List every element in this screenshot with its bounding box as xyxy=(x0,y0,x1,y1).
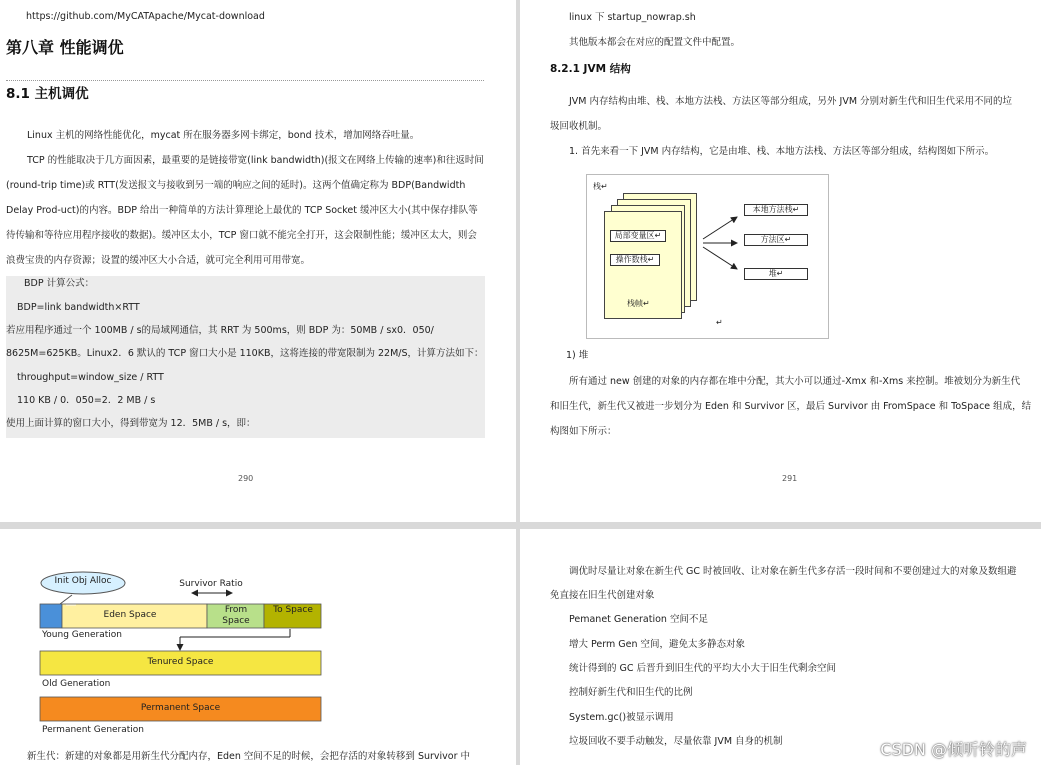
page-290 xyxy=(0,0,516,522)
chapter-title: 第八章 性能调优 xyxy=(6,38,124,57)
tuning-line: 控制好新生代和旧生代的比例 xyxy=(569,687,693,698)
from-space-label: From Space xyxy=(222,605,250,626)
page-gc-diagram xyxy=(0,529,516,765)
diagram-arrows xyxy=(587,175,828,338)
paragraph-line: 圾回收机制。 xyxy=(550,121,608,132)
native-method-stack-box: 本地方法栈↵ xyxy=(744,204,808,216)
paragraph-bond: Linux 主机的网络性能优化，mycat 所在服务器多网卡绑定，bond 技术，增加网络吞吐量。 xyxy=(27,130,420,141)
section-heading: 8.1 主机调优 xyxy=(6,86,89,102)
local-variables-box: 局部变量区↵ xyxy=(610,230,666,242)
tuning-line: 免直接在旧生代创建对象 xyxy=(550,590,655,601)
download-url[interactable]: https://github.com/MyCATApache/Mycat-download xyxy=(26,11,265,22)
tuning-line: Pemanet Generation 空间不足 xyxy=(569,614,708,625)
formula-line: 若应用程序通过一个 100MB / s的局域网通信，其 RRT 为 500ms，则 BDP 为：50MB / sx0．050/ xyxy=(6,325,434,336)
survivor-ratio-label: Survivor Ratio xyxy=(179,579,243,589)
permanent-generation-label: Permanent Generation xyxy=(42,725,145,735)
page-number: 290 xyxy=(238,474,254,483)
stack-frame-label: 栈帧↵ xyxy=(627,299,650,308)
heap-box: 堆↵ xyxy=(744,268,808,280)
paragraph-line: 所有通过 new 创建的对象的内存都在堆中分配，其大小可以通过-Xmx 和-Xms 来控制。堆被划分为新生代 xyxy=(569,376,1021,387)
tuning-line: 增大 Perm Gen 空间，避免太多静态对象 xyxy=(569,639,746,650)
section-divider xyxy=(6,80,484,81)
formula-line: 8625M=625KB。Linux2．6 默认的 TCP 窗口大小是 110KB，这将连接的带宽限制为 22M/S，计算方法如下： xyxy=(6,348,484,359)
formula-line: throughput=window_size / RTT xyxy=(17,372,164,383)
paragraph-line: Delay Prod-uct)的内容。BDP 给出一种简单的方法计算理论上最优的 TCP Socket 缓冲区大小(其中保存排队等 xyxy=(6,205,478,216)
young-generation-label: Young Generation xyxy=(42,630,122,640)
page-number: 291 xyxy=(782,474,798,483)
permanent-space-label: Permanent Space xyxy=(140,703,221,713)
config-line: 其他版本都会在对应的配置文件中配置。 xyxy=(569,37,741,48)
paragraph-line: 和旧生代，新生代又被进一步划分为 Eden 和 Survivor 区，最后 Survivor 由 FromSpace 和 ToSpace 组成，结 xyxy=(550,401,1032,412)
subsection-heading: 8.2.1 JVM 结构 xyxy=(550,63,631,75)
to-space-label: To Space xyxy=(273,605,313,615)
startup-line: linux 下 startup_nowrap.sh xyxy=(569,12,696,23)
formula-line: 110 KB / 0．050=2．2 MB / s xyxy=(17,395,156,406)
tuning-line: System.gc()被显示调用 xyxy=(569,712,674,723)
page-gc-tuning xyxy=(520,529,1041,765)
corner-mark: ↵ xyxy=(716,318,723,327)
old-generation-label: Old Generation xyxy=(42,679,111,689)
paragraph-line: 待传输和等待应用程序接收的数据)。缓冲区太小，TCP 窗口就不能完全打开，这会限制性能；缓冲区太大，则会 xyxy=(6,230,477,241)
tuning-line: 统计得到的 GC 后晋升到旧生代的平均大小大于旧生代剩余空间 xyxy=(569,663,837,674)
paragraph-line: (round-trip time)或 RTT(发送报文与接收到另一端的响应之间的延时)。这两个值确定称为 BDP(Bandwidth xyxy=(6,180,466,191)
tuning-line: 垃圾回收不要手动触发，尽量依靠 JVM 自身的机制 xyxy=(569,736,783,747)
paragraph-line: JVM 内存结构由堆、栈、本地方法栈、方法区等部分组成，另外 JVM 分别对新生代和旧生代采用不同的垃 xyxy=(569,96,1013,107)
jvm-structure-diagram xyxy=(586,174,829,339)
stack-label: 栈↵ xyxy=(593,182,608,191)
init-obj-alloc-label: Init Obj Alloc xyxy=(54,576,112,586)
list-item: 1. 首先来看一下 JVM 内存结构，它是由堆、栈、本地方法栈、方法区等部分组成，结构图如下所示。 xyxy=(569,146,995,157)
paragraph-line: 构图如下所示： xyxy=(550,426,617,437)
eden-space-label: Eden Space xyxy=(103,610,157,620)
csdn-watermark: CSDN @倾听铃的声 xyxy=(880,740,1027,759)
tenured-space-label: Tenured Space xyxy=(147,657,214,667)
tuning-line: 调优时尽量让对象在新生代 GC 时被回收、让对象在新生代多存活一段时间和不要创建过大的对象及数组避 xyxy=(569,566,1017,577)
operand-stack-box: 操作数栈↵ xyxy=(610,254,660,266)
paragraph-line: 浪费宝贵的内存资源；设置的缓冲区大小合适，就可完全利用可用带宽。 xyxy=(6,255,311,266)
young-gen-paragraph: 新生代：新建的对象都是用新生代分配内存，Eden 空间不足的时候，会把存活的对象转移到 Survivor 中 xyxy=(27,751,471,762)
heap-subheading: 1) 堆 xyxy=(566,350,589,361)
paragraph-line: TCP 的性能取决于几方面因素，最重要的是链接带宽(link bandwidth)(报文在网络上传输的速率)和往返时间 xyxy=(27,155,484,166)
formula-line: BDP 计算公式： xyxy=(24,278,95,289)
new-object-block xyxy=(40,604,62,628)
method-area-box: 方法区↵ xyxy=(744,234,808,246)
formula-line: BDP=link bandwidth×RTT xyxy=(17,302,140,313)
formula-line: 使用上面计算的窗口大小，得到带宽为 12．5MB / s，即： xyxy=(6,418,256,429)
page-291 xyxy=(520,0,1041,522)
